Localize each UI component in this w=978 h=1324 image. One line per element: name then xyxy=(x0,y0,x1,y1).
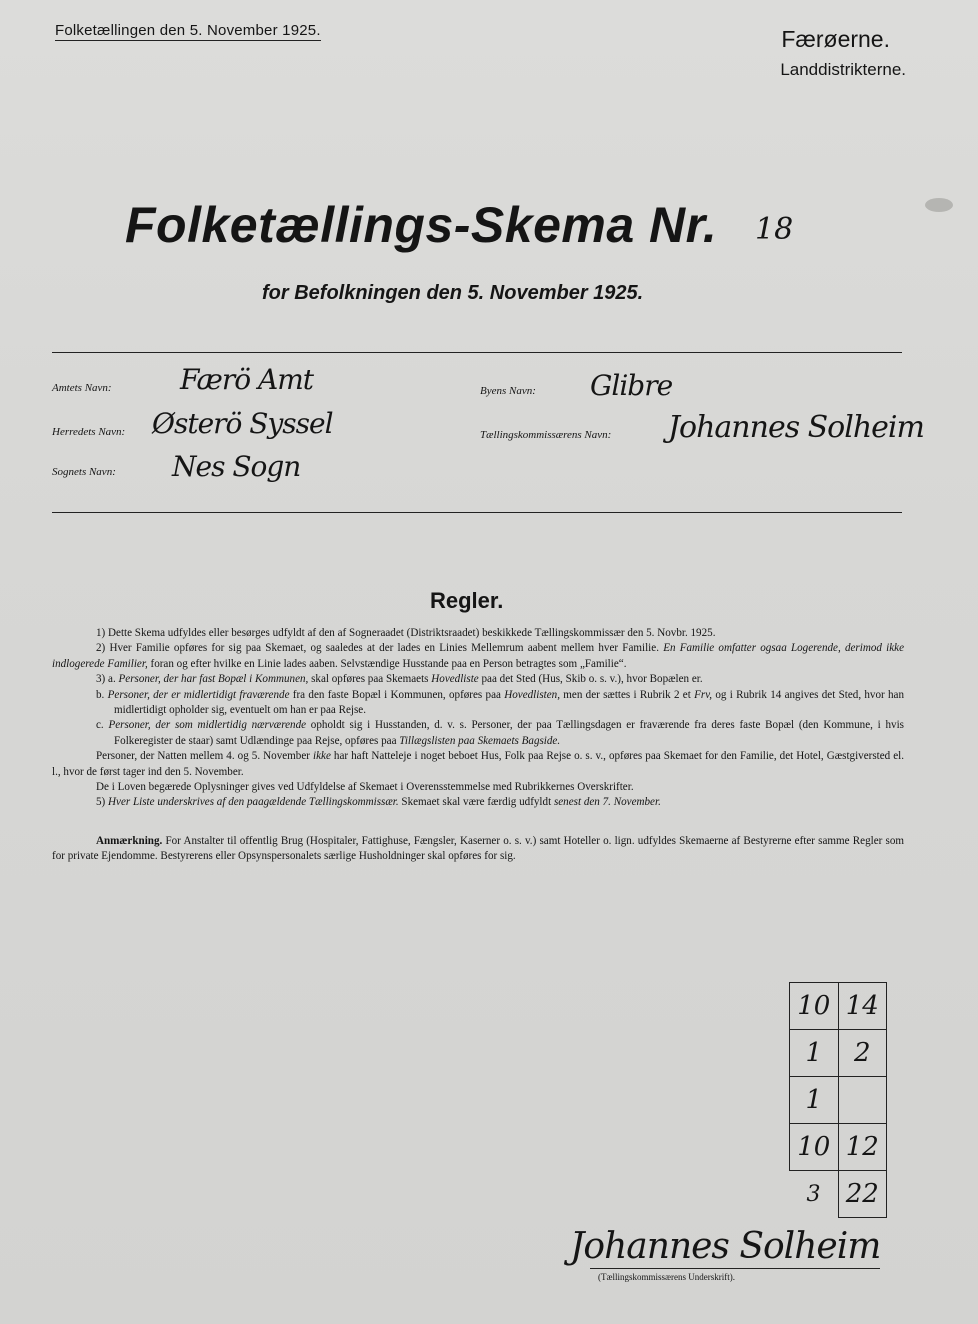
tally-cell: 3 xyxy=(806,1181,821,1207)
region-title: Færøerne. xyxy=(781,26,890,52)
kommissaer-value: Johannes Solheim xyxy=(668,410,924,445)
herred-label: Herredets Navn: xyxy=(52,426,126,438)
sogn-label: Sognets Navn: xyxy=(52,466,116,478)
kommissaer-label: Tællingskommissærens Navn: xyxy=(480,429,612,441)
tally-row xyxy=(790,1077,887,1124)
rules-body xyxy=(52,626,904,865)
district-type: Landdistrikterne. xyxy=(780,60,906,79)
by-value: Glibre xyxy=(590,369,673,402)
amt-value: Færö Amt xyxy=(180,363,314,396)
tally-cell: 1 xyxy=(790,1030,839,1077)
form-number-handwritten: 18 xyxy=(755,212,794,247)
herred-value: Østerö Syssel xyxy=(152,407,333,440)
top-divider xyxy=(52,352,902,353)
tally-cell: 10 xyxy=(790,1124,839,1171)
annotation-note: Anmærkning. For Anstalter til offentlig Brug (Hospitaler, Fattighuse, Fængsler, Kaserner o. s. v.) samt Hoteller o. lign. udfyldes Skemaerne af Bestyrerne efter samme Regler som for private Ejendomme. Bestyrerens eller Opsynspersonalets særlige Husholdninger skal opføres for sig. xyxy=(52,834,904,863)
tally-cell xyxy=(838,1077,887,1124)
rule-1: 1) Dette Skema udfyldes eller besørges udfyldt af den af Sogneraadet (Distriktsraadet) beskikkede Tællingskommissær den 5. Novbr. 1925. xyxy=(96,627,716,639)
by-label: Byens Navn: xyxy=(480,385,536,397)
tally-row-total xyxy=(790,1171,887,1218)
census-date-header: Folketællingen den 5. November 1925. xyxy=(55,22,321,39)
rule-2: 2) Hver Familie opføres for sig paa Skemaet, og saaledes at der lades en Linies Mellemrum aabent mellem hver Familie. En Familie omfatter ogsaa Logerende, derimod ikke indlogerede Familier, foran og efter hvilke en Linie lades aaben. Selvstændige Husstande paa en Person betragtes som „Familie“. xyxy=(52,642,904,670)
tally-table xyxy=(789,982,887,1218)
tally-cell: 12 xyxy=(838,1124,887,1171)
tally-cell: 1 xyxy=(790,1077,839,1124)
tally-row xyxy=(790,1124,887,1171)
ink-smudge xyxy=(925,198,953,212)
rules-heading: Regler. xyxy=(430,588,504,613)
tally-cell: 10 xyxy=(790,983,839,1030)
form-title: Folketællings-Skema Nr. xyxy=(125,197,718,253)
rule-3a: 3) a. Personer, der har fast Bopæl i Kommunen, skal opføres paa Skemaets Hovedliste paa det Sted (Hus, Skib o. s. v.), hvor Bopælen er. xyxy=(96,673,703,686)
rule-4: Personer, der Natten mellem 4. og 5. November ikke har haft Natteleje i noget beboet Hus, Folk paa Rejse o. s. v., opføres paa Skemaet for den Familie, det Hotel, Gæstgiversted el. l., hvor de først tager ind den 5. November. xyxy=(52,750,905,778)
tally-row xyxy=(790,1030,887,1077)
bottom-divider xyxy=(52,512,902,513)
amt-label: Amtets Navn: xyxy=(52,382,112,394)
rule-4b: De i Loven begærede Oplysninger gives ved Udfyldelse af Skemaet i Overensstemmelse med Rubrikkernes Overskrifter. xyxy=(96,781,634,794)
signature-caption: (Tællingskommissærens Underskrift). xyxy=(598,1272,735,1282)
tally-cell: 22 xyxy=(838,1171,887,1218)
tally-row xyxy=(790,983,887,1030)
tally-cell: 14 xyxy=(838,983,887,1030)
signature-line xyxy=(590,1268,880,1269)
form-subtitle: for Befolkningen den 5. November 1925. xyxy=(262,282,644,304)
rule-5: 5) Hver Liste underskrives af den paagældende Tællingskommissær. Skemaet skal være færdig udfyldt senest den 7. November. xyxy=(96,796,661,809)
commissioner-signature: Johannes Solheim xyxy=(570,1226,881,1267)
rule-3c: c. Personer, der som midlertidig nærværende opholdt sig i Husstanden, d. v. s. Personer, der paa Tællingsdagen er fraværende fra deres faste Bopæl (den Kommune, i hvis Folkeregister de staar) samt Udlændinge paa Rejse, opføres paa Tillægslisten paa Skemaets Bagside. xyxy=(96,719,904,747)
sogn-value: Nes Sogn xyxy=(172,450,301,483)
rule-3b: b. Personer, der er midlertidigt fraværende fra den faste Bopæl i Kommunen, opføres paa Hovedlisten, men der sættes i Rubrik 2 et Frv, og i Rubrik 14 angives det Sted, hvor han midlertidigt opholder sig, eventuelt om han er paa Rejse. xyxy=(96,688,905,717)
tally-cell: 2 xyxy=(838,1030,887,1077)
